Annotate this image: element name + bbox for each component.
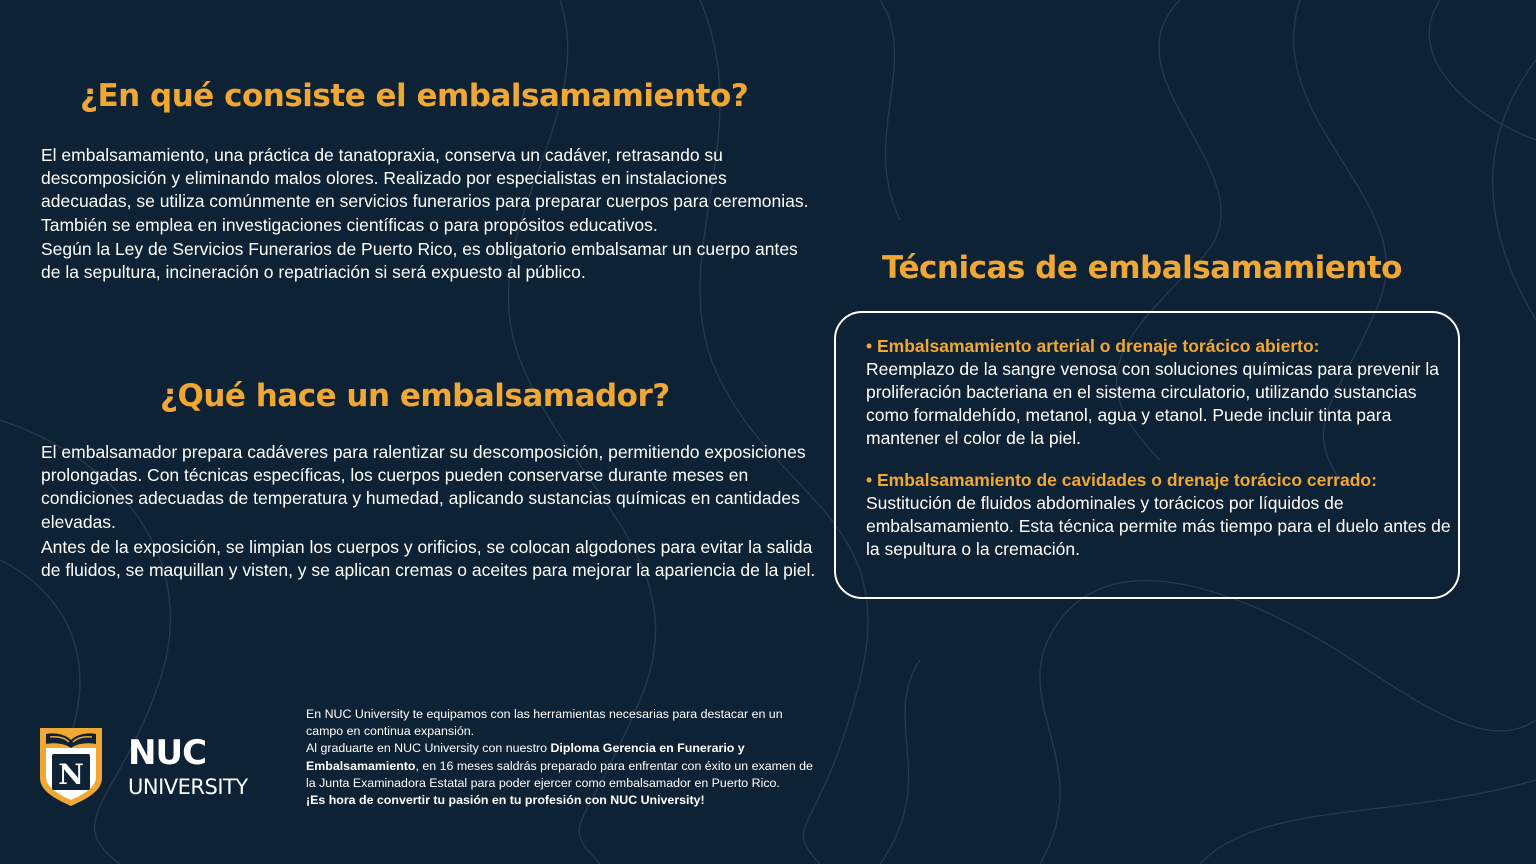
shield-book-logo-icon xyxy=(38,726,104,808)
brand-subtitle: UNIVERSITY xyxy=(128,775,248,799)
diploma-name: Diploma Gerencia en Funerario y Embalsamamiento xyxy=(306,741,745,773)
technique-name: • Embalsamamiento de cavidades o drenaje torácico cerrado: xyxy=(866,470,1377,490)
technique-name: • Embalsamamiento arterial o drenaje torácico abierto: xyxy=(866,336,1320,356)
technique-description: Sustitución de fluidos abdominales y torácicos por líquidos de embalsamamiento. Esta técnica permite más tiempo para el duelo antes de la sepultura o la cremación. xyxy=(866,493,1451,559)
section1-paragraph: El embalsamamiento, una práctica de tanatopraxia, conserva un cadáver, retrasando su descomposición y eliminando malos olores. Realizado por especialistas en instalaciones adecuadas, se utiliza comúnmente en servicios funerarios para preparar cuerpos para ceremonias. También se emplea en investigaciones científicas o para propósitos educativos. xyxy=(41,145,809,235)
footer-text xyxy=(306,706,818,809)
brand-name: NUC xyxy=(128,733,207,773)
technique-item xyxy=(866,335,1451,450)
technique-description: Reemplazo de la sangre venosa con soluciones químicas para prevenir la proliferación bacteriana en el sistema circulatorio, utilizando sustancias como formaldehído, metanol, agua y etanol. Puede incluir tinta para mantener el color de la piel. xyxy=(866,359,1439,448)
technique-item xyxy=(866,469,1451,561)
section-title-embalsamador: ¿Qué hace un embalsamador? xyxy=(160,378,670,414)
footer-line: En NUC University te equipamos con las herramientas necesarias para destacar en un campo en continua expansión. xyxy=(306,707,783,739)
footer-line-diploma: Al graduarte en NUC University con nuestro Diploma Gerencia en Funerario y Embalsamamiento, en 16 meses saldrás preparado para enfrentar con éxito un examen de la Junta Examinadora Estatal para poder ejercer como embalsamador en Puerto Rico. xyxy=(306,741,813,790)
techniques-box xyxy=(834,311,1460,599)
footer-cta: ¡Es hora de convertir tu pasión en tu profesión con NUC University! xyxy=(306,793,705,808)
section2-paragraph: El embalsamador prepara cadáveres para ralentizar su descomposición, permitiendo exposiciones prolongadas. Con técnicas específicas, los cuerpos pueden conservarse durante meses en condiciones adecuadas de temperatura y humedad, aplicando sustancias químicas en cantidades elevadas. xyxy=(41,442,806,532)
section2-paragraph-procedure: Antes de la exposición, se limpian los cuerpos y orificios, se colocan algodones para evitar la salida de fluidos, se maquillan y visten, y se aplican cremas o aceites para mejorar la apariencia de la piel. xyxy=(41,537,816,581)
section-title-embalsamamiento: ¿En qué consiste el embalsamamiento? xyxy=(80,78,749,114)
section1-paragraph-law: Según la Ley de Servicios Funerarios de Puerto Rico, es obligatorio embalsamar un cuerpo antes de la sepultura, incineración o repatriación si será expuesto al público. xyxy=(41,239,798,283)
logo-letter: N xyxy=(58,758,84,791)
section-title-tecnicas: Técnicas de embalsamamiento xyxy=(882,250,1402,286)
